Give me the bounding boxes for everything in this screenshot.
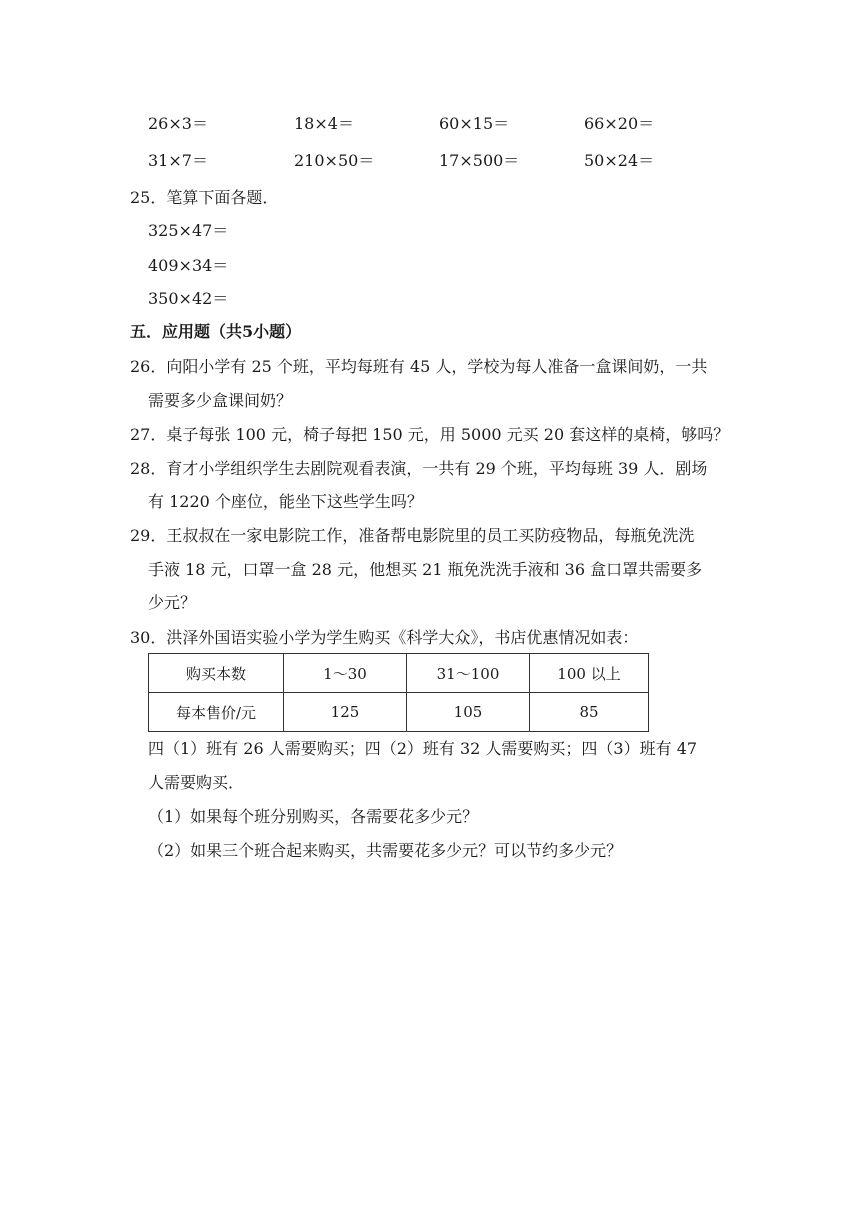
question-29-line: 29．王叔叔在一家电影院工作，准备帮电影院里的员工买防疫物品，每瓶免洗洗 (130, 526, 695, 545)
table-row (149, 654, 649, 693)
calc-item: 17×500＝ (439, 151, 520, 170)
question-28-line: 28．育才小学组织学生去剧院观看表演，一共有 29 个班，平均每班 39 人．剧场 (130, 459, 708, 478)
table-header-cell: 1～30 (284, 654, 407, 693)
written-calc-item: 350×42＝ (148, 289, 229, 308)
table-cell: 125 (284, 693, 407, 732)
table-header-cell: 100 以上 (530, 654, 649, 693)
table-header-cell: 购买本数 (149, 654, 284, 693)
calc-item: 60×15＝ (439, 114, 510, 133)
question-26-line: 26．向阳小学有 25 个班，平均每班有 45 人，学校为每人准备一盒课间奶，一共 (130, 357, 708, 376)
calc-item: 18×4＝ (294, 114, 354, 133)
calc-item: 66×20＝ (584, 114, 655, 133)
calc-item: 210×50＝ (294, 151, 375, 170)
table-cell: 每本售价/元 (149, 693, 284, 732)
table-row (149, 693, 649, 732)
question-29-line: 少元？ (148, 593, 197, 612)
table-cell: 85 (530, 693, 649, 732)
price-table (148, 653, 649, 732)
question-30-desc: 人需要购买． (148, 773, 245, 792)
written-calc-item: 325×47＝ (148, 221, 229, 240)
question-29-line: 手液 18 元，口罩一盒 28 元，他想买 21 瓶免洗洗手液和 36 盒口罩共需要多 (148, 560, 703, 579)
question-30-sub-2: （2）如果三个班合起来购买，共需要花多少元？可以节约多少元？ (148, 841, 623, 860)
calc-item: 31×7＝ (148, 151, 208, 170)
section-5-heading: 五．应用题（共5小题） (130, 322, 302, 341)
table-header-cell: 31～100 (407, 654, 530, 693)
written-calc-item: 409×34＝ (148, 256, 229, 275)
question-30-intro: 30．洪泽外国语实验小学为学生购买《科学大众》，书店优惠情况如表： (130, 628, 639, 647)
question-26-line: 需要多少盒课间奶？ (148, 391, 293, 410)
calc-item: 50×24＝ (584, 151, 655, 170)
question-28-line: 有 1220 个座位，能坐下这些学生吗？ (148, 492, 423, 511)
question-25-title: 25．笔算下面各题． (130, 188, 279, 207)
question-30-desc: 四（1）班有 26 人需要购买；四（2）班有 32 人需要购买；四（3）班有 47 (148, 739, 698, 758)
table-cell: 105 (407, 693, 530, 732)
question-30-sub-1: （1）如果每个班分别购买，各需要花多少元？ (148, 807, 479, 826)
calc-item: 26×3＝ (148, 114, 208, 133)
question-27-line: 27．桌子每张 100 元，椅子每把 150 元，用 5000 元买 20 套这样的桌椅，够吗？ (130, 425, 730, 444)
